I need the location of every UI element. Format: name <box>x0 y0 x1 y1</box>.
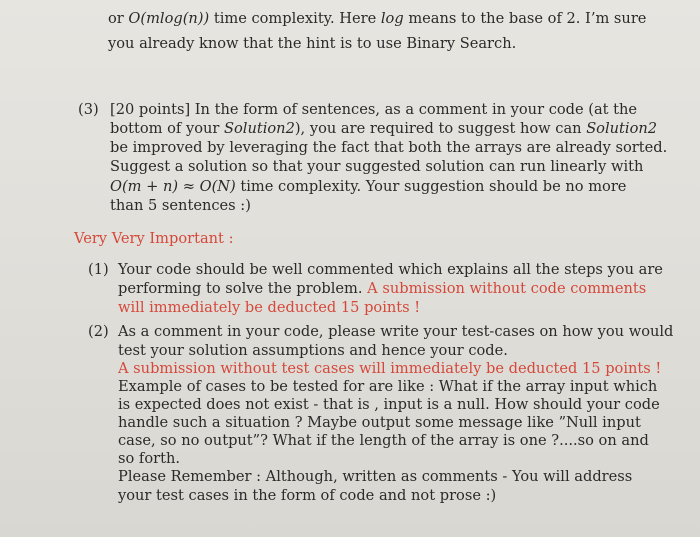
important-item-2-line-6: handle such a situation ? Maybe output some message like ”Null input <box>118 414 641 431</box>
math-expression: Solution2 <box>586 120 658 137</box>
important-item-1-line-1: Your code should be well commented which explains all the steps you are <box>118 261 663 278</box>
math-expression: O(mlog(n)) <box>128 10 210 27</box>
text: time complexity. Here <box>209 10 381 27</box>
important-item-2-line-9: Please Remember : Although, written as comments - You will address <box>118 468 633 485</box>
important-item-2-line-3: A submission without test cases will immediately be deducted 15 points ! <box>118 360 662 377</box>
item-3-line-5 <box>110 178 626 196</box>
important-heading: Very Very Important : <box>74 230 234 247</box>
text: [20 points] In the form of sentences, as a comment in your code (at the <box>110 101 638 118</box>
math-expression: Solution2 <box>224 120 295 137</box>
text: time complexity. Your suggestion should be no more <box>235 178 627 195</box>
important-item-2-line-4: Example of cases to be tested for are like : What if the array input which <box>118 378 658 395</box>
important-item-1-line-2 <box>118 280 646 298</box>
important-item-2-line-2: test your solution assumptions and hence your code. <box>118 342 508 359</box>
important-item-2-line-7: case, so no output”? What if the length of the array is one ?....so on and <box>118 432 649 449</box>
text: performing to solve the problem. <box>118 280 368 297</box>
important-item-2-line-10: your test cases in the form of code and not prose :) <box>118 487 497 504</box>
intro-line-2: you already know that the hint is to use Binary Search. <box>108 35 517 52</box>
item-3-label: (3) <box>78 101 99 118</box>
intro-line-1 <box>108 10 646 28</box>
text: ), you are required to suggest how can <box>294 120 587 137</box>
important-item-1-label: (1) <box>88 261 109 278</box>
text: bottom of your <box>110 120 224 137</box>
important-item-2-line-8: so forth. <box>118 450 180 467</box>
item-3-line-4: Suggest a solution so that your suggested solution can run linearly with <box>110 158 644 175</box>
item-3-line-6: than 5 sentences :) <box>110 197 251 214</box>
important-item-1-line-3: will immediately be deducted 15 points ! <box>118 299 421 316</box>
text: means to the base of 2. I’m sure <box>403 10 647 27</box>
math-expression: log <box>380 10 404 27</box>
math-expression: O(m + n) ≈ O(N) <box>110 178 236 195</box>
important-item-2-line-1: As a comment in your code, please write your test-cases on how you would <box>118 323 674 340</box>
warning-text: A submission without code comments <box>367 280 647 297</box>
important-item-2-label: (2) <box>88 323 109 340</box>
item-3-line-1 <box>110 101 637 119</box>
item-3-line-2 <box>110 120 657 138</box>
text: or <box>108 10 129 27</box>
important-item-2-line-5: is expected does not exist - that is , input is a null. How should your code <box>118 396 660 413</box>
item-3-line-3: be improved by leveraging the fact that both the arrays are already sorted. <box>110 139 668 156</box>
